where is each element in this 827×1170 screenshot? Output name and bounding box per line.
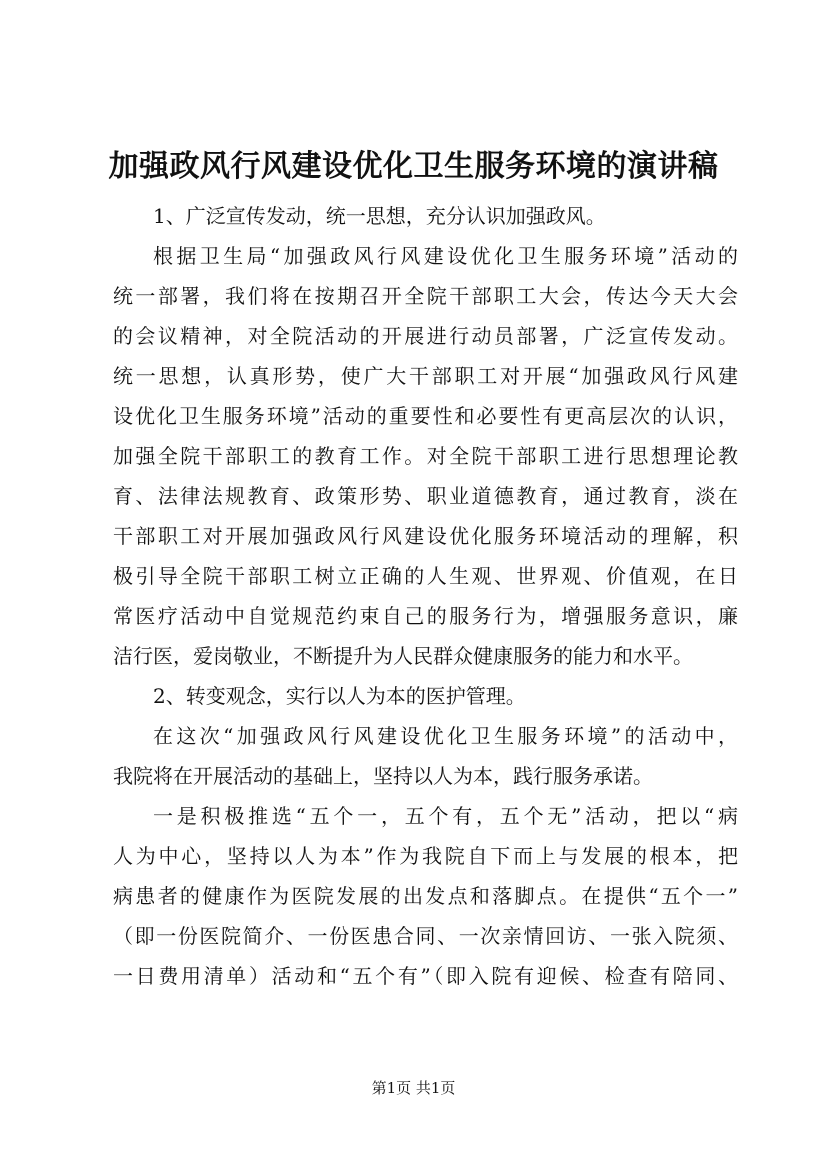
- paragraph-line: 我院将在开展活动的基础上，坚持以人为本，践行服务承诺。: [113, 764, 653, 788]
- paragraph-line: 设优化卫生服务环境”活动的重要性和必要性有更高层次的认识，: [113, 404, 738, 428]
- document-body: [113, 196, 738, 996]
- paragraph-line: 洁行医，爱岗敬业，不断提升为人民群众健康服务的能力和水平。: [113, 644, 693, 668]
- paragraph-line: 的会议精神，对全院活动的开展进行动员部署，广泛宣传发动。: [113, 324, 738, 348]
- document-title: 加强政风行风建设优化卫生服务环境的演讲稿: [108, 149, 719, 184]
- paragraph-line: 加强全院干部职工的教育工作。对全院干部职工进行思想理论教: [113, 444, 738, 468]
- paragraph-line: 一是积极推选“五个一，五个有，五个无”活动，把以“病: [153, 804, 738, 828]
- paragraph-line: 根据卫生局“加强政风行风建设优化卫生服务环境”活动的: [153, 244, 738, 268]
- page-footer: 第1页 共1页: [371, 1079, 456, 1097]
- paragraph-line: 育、法律法规教育、政策形势、职业道德教育，通过教育，淡在: [113, 484, 738, 508]
- paragraph-line: 干部职工对开展加强政风行风建设优化服务环境活动的理解，积: [113, 524, 738, 548]
- paragraph-line: 一日费用清单）活动和“五个有”（即入院有迎候、检查有陪同、: [113, 964, 738, 988]
- paragraph-line: 2、转变观念，实行以人为本的医护管理。: [153, 684, 526, 708]
- paragraph-line: 统一部署，我们将在按期召开全院干部职工大会，传达今天大会: [113, 284, 738, 308]
- paragraph-line: （即一份医院简介、一份医患合同、一次亲情回访、一张入院须、: [113, 924, 738, 948]
- paragraph-line: 在这次“加强政风行风建设优化卫生服务环境”的活动中，: [153, 724, 738, 748]
- paragraph-line: 人为中心，坚持以人为本”作为我院自下而上与发展的根本，把: [113, 844, 738, 868]
- paragraph-line: 极引导全院干部职工树立正确的人生观、世界观、价值观，在日: [113, 564, 738, 588]
- paragraph-line: 1、广泛宣传发动，统一思想，充分认识加强政风。: [153, 204, 606, 228]
- paragraph-line: 病患者的健康作为医院发展的出发点和落脚点。在提供“五个一”: [113, 884, 738, 908]
- paragraph-line: 常医疗活动中自觉规范约束自己的服务行为，增强服务意识，廉: [113, 604, 738, 628]
- paragraph-line: 统一思想，认真形势，使广大干部职工对开展“加强政风行风建: [113, 364, 738, 388]
